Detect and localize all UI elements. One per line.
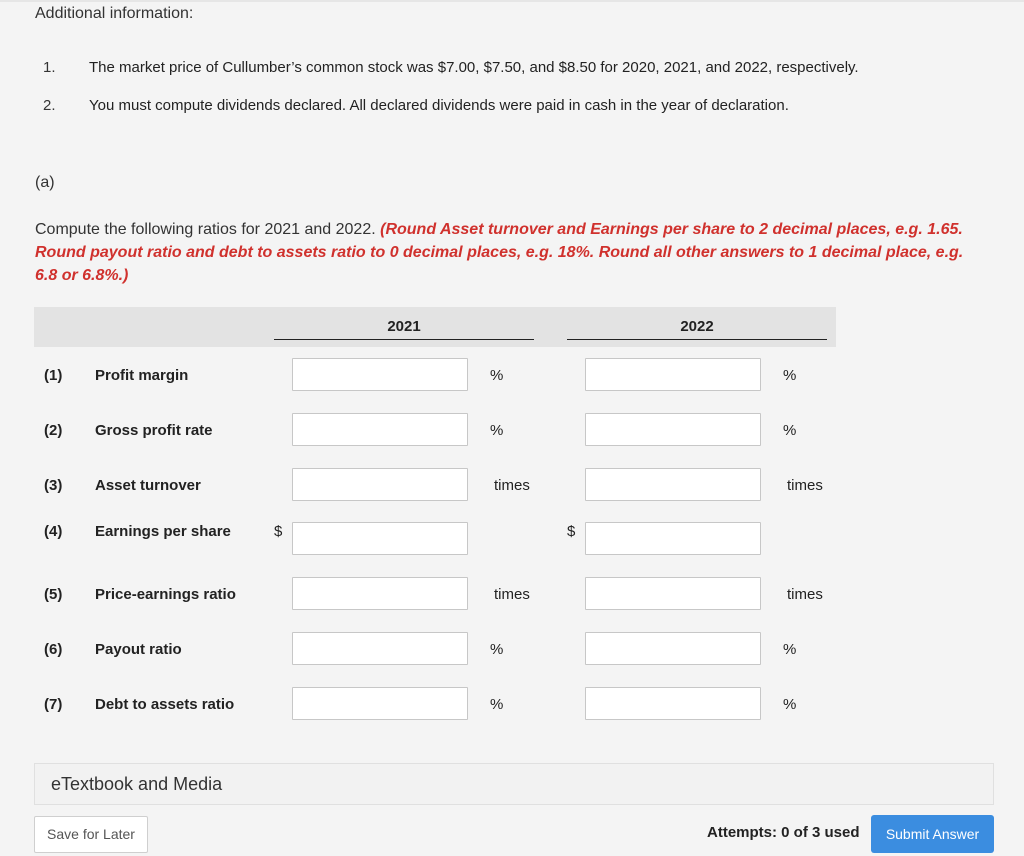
row-number: (7): [44, 696, 63, 713]
unit-label: %: [490, 696, 504, 713]
save-for-later-button[interactable]: Save for Later: [34, 816, 148, 853]
debt-to-assets-ratio-2021-input[interactable]: [292, 687, 468, 720]
row-label-payout-ratio: Payout ratio: [95, 641, 182, 658]
unit-label: %: [490, 641, 504, 658]
instruction-text: Compute the following ratios for 2021 and 2022.: [35, 221, 381, 238]
submit-answer-button[interactable]: Submit Answer: [871, 815, 994, 853]
dollar-sign: $: [274, 523, 283, 540]
etextbook-media-label: eTextbook and Media: [51, 774, 223, 794]
asset-turnover-2022-input[interactable]: [585, 468, 761, 501]
unit-label: %: [783, 367, 797, 384]
row-label-earnings-per-share: Earnings per share: [95, 523, 231, 540]
asset-turnover-2021-input[interactable]: [292, 468, 468, 501]
profit-margin-2022-input[interactable]: [585, 358, 761, 391]
info-text-2: You must compute dividends declared. All declared dividends were paid in cash in the year of declaration.: [89, 97, 789, 114]
rounding-instruction: (Round Asset turnover and Earnings per share to 2 decimal places, e.g. 1.65. Round payout ratio and debt to assets ratio to 0 decimal places, e.g. 18%. Round all other answers to 1 decimal place, e.g. 6.8 or 6.8%.): [35, 221, 964, 284]
row-label-price-earnings-ratio: Price-earnings ratio: [95, 586, 236, 603]
row-number: (6): [44, 641, 63, 658]
unit-label: %: [783, 696, 797, 713]
top-divider: [0, 0, 1024, 2]
price-earnings-ratio-2022-input[interactable]: [585, 577, 761, 610]
year-header-2021: 2021: [387, 318, 421, 335]
row-number: (1): [44, 367, 63, 384]
unit-label: times: [787, 586, 823, 603]
gross-profit-rate-2021-input[interactable]: [292, 413, 468, 446]
price-earnings-ratio-2021-input[interactable]: [292, 577, 468, 610]
gross-profit-rate-2022-input[interactable]: [585, 413, 761, 446]
attempts-counter: Attempts: 0 of 3 used: [707, 824, 860, 841]
row-number: (5): [44, 586, 63, 603]
info-text-1: The market price of Cullumber’s common stock was $7.00, $7.50, and $8.50 for 2020, 2021, and 2022, respectively.: [89, 59, 859, 76]
payout-ratio-2021-input[interactable]: [292, 632, 468, 665]
year-underline-2022: [567, 339, 827, 340]
earnings-per-share-2022-input[interactable]: [585, 522, 761, 555]
row-number: (3): [44, 477, 63, 494]
row-label-profit-margin: Profit margin: [95, 367, 189, 384]
unit-label: times: [787, 477, 823, 494]
info-number-2: 2.: [43, 97, 56, 114]
info-number-1: 1.: [43, 59, 56, 76]
additional-info-heading: Additional information:: [35, 5, 194, 22]
unit-label: %: [490, 367, 504, 384]
earnings-per-share-2021-input[interactable]: [292, 522, 468, 555]
unit-label: %: [783, 641, 797, 658]
debt-to-assets-ratio-2022-input[interactable]: [585, 687, 761, 720]
unit-label: %: [783, 422, 797, 439]
payout-ratio-2022-input[interactable]: [585, 632, 761, 665]
part-label: (a): [35, 174, 55, 191]
profit-margin-2021-input[interactable]: [292, 358, 468, 391]
dollar-sign: $: [567, 523, 576, 540]
row-label-asset-turnover: Asset turnover: [95, 477, 201, 494]
instruction: [35, 218, 985, 287]
row-number: (2): [44, 422, 63, 439]
unit-label: %: [490, 422, 504, 439]
year-header-2022: 2022: [680, 318, 714, 335]
unit-label: times: [494, 586, 530, 603]
row-label-debt-to-assets-ratio: Debt to assets ratio: [95, 696, 235, 713]
row-number: (4): [44, 523, 63, 540]
unit-label: times: [494, 477, 530, 494]
year-underline-2021: [274, 339, 534, 340]
etextbook-media-panel[interactable]: [34, 763, 994, 805]
row-label-gross-profit-rate: Gross profit rate: [95, 422, 213, 439]
